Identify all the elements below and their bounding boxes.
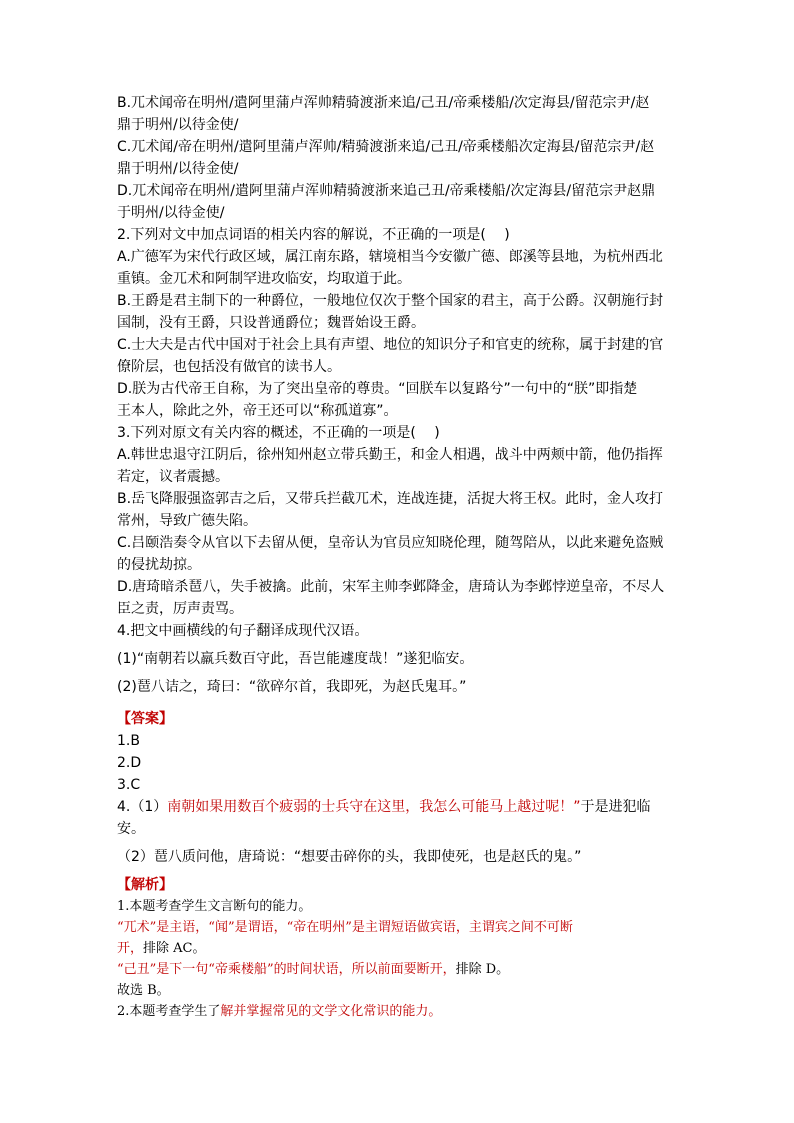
analysis-line: 1.本题考查学生文言断句的能力。 bbox=[117, 899, 312, 914]
analysis-line: 故选 B。 bbox=[117, 983, 170, 998]
question-3 bbox=[117, 422, 677, 620]
answer-section bbox=[117, 708, 677, 868]
question-2 bbox=[117, 224, 677, 422]
analysis-line bbox=[117, 938, 677, 959]
q2-line: D.朕为古代帝王自称，为了突出皇帝的尊贵。“回朕车以复路兮”一句中的“朕”即指楚 bbox=[117, 381, 638, 397]
analysis-heading: 【解析】 bbox=[117, 877, 173, 893]
analysis-red: “己丑”是下一句“帝乘楼船”的时间状语，所以前面要断开， bbox=[117, 962, 456, 977]
q4-sentence-2: (2)琶八诘之，琦曰：“欲碎尔首，我即死，为赵氏鬼耳。” bbox=[117, 679, 467, 695]
answer-heading: 【答案】 bbox=[117, 711, 173, 727]
q3-line: B.岳飞降服强盗郭吉之后，又带兵拦截兀术，连战连捷，活捉大将王权。此时，金人攻打 bbox=[117, 491, 664, 507]
q3-line: D.唐琦暗杀琶八，失手被擒。此前，宋军主帅李邺降金，唐琦认为李邺悖逆皇帝，不尽人 bbox=[117, 579, 665, 595]
analysis-section bbox=[117, 874, 677, 1022]
q3-line: 常州，导致广德失陷。 bbox=[117, 513, 257, 529]
q2-line: A.广德军为宋代行政区域，属江南东路，辖境相当今安徽广德、郎溪等县地，为杭州西北 bbox=[117, 249, 663, 265]
question-stem: 3.下列对原文有关内容的概述，不正确的一项是( ) bbox=[117, 425, 440, 441]
q2-line: 王本人，除此之外，帝王还可以“称孤道寡”。 bbox=[117, 403, 398, 419]
option-line: B.兀术闻帝在明州/遣阿里蒲卢浑帅精骑渡浙来追/己丑/帝乘楼船/次定海县/留范宗尹/赵 bbox=[117, 95, 650, 111]
q3-line: 若定，议者震撼。 bbox=[117, 469, 229, 485]
document-page bbox=[117, 92, 677, 1022]
answer-4-prefix: 4.（1） bbox=[117, 799, 168, 815]
q2-line: 国制，没有王爵，只设普通爵位；魏晋始设王爵。 bbox=[117, 315, 425, 331]
answer-4-2: （2）琶八质问他，唐琦说：“想要击碎你的头，我即使死，也是赵氏的鬼。” bbox=[117, 849, 582, 865]
question-4 bbox=[117, 620, 677, 698]
option-line: D.兀术闻帝在明州/遣阿里蒲卢浑帅精骑渡浙来追己丑/帝乘楼船/次定海县/留范宗尹赵鼎 bbox=[117, 183, 656, 199]
option-line: 鼎于明州/以待金使/ bbox=[117, 161, 239, 177]
q2-line: 僚阶层，也包括没有做官的读书人。 bbox=[117, 359, 341, 375]
answer-4-red: 南朝如果用数百个疲弱的士兵守在这里，我怎么可能马上越过呢！” bbox=[167, 799, 581, 815]
option-line: C.兀术闻/帝在明州/遣阿里蒲卢浑帅/精骑渡浙来追/己丑/帝乘楼船次定海县/留范宗尹/赵 bbox=[117, 139, 655, 155]
analysis-line bbox=[117, 959, 677, 980]
q2-line: C.士大夫是古代中国对于社会上具有声望、地位的知识分子和官吏的统称，属于封建的官 bbox=[117, 337, 664, 353]
q2-line: 重镇。金兀术和阿制罕进攻临安，均取道于此。 bbox=[117, 271, 411, 287]
analysis-black: 2.本题考查学生了 bbox=[117, 1004, 221, 1019]
option-line: 鼎于明州/以待金使/ bbox=[117, 117, 239, 133]
question-stem: 4.把文中画横线的句子翻译成现代汉语。 bbox=[117, 623, 369, 639]
answer-4-tail: 于是进犯临 bbox=[580, 799, 651, 815]
answer-2: 2.D bbox=[117, 755, 142, 771]
q3-line: A.韩世忠退守江阴后，徐州知州赵立带兵勤王，和金人相遇，战斗中两颊中箭，他仍指挥 bbox=[117, 447, 663, 463]
analysis-line: “兀术”是主语，“闻”是谓语，“帝在明州”是主谓短语做宾语，主谓宾之间不可断 bbox=[117, 920, 573, 935]
options-block bbox=[117, 92, 677, 224]
answer-4-1 bbox=[117, 796, 677, 818]
q3-line: C.吕颐浩奏令从官以下去留从便，皇帝认为官员应知晓伦理，随驾陪从，以此来避免盗贼 bbox=[117, 535, 664, 551]
analysis-line bbox=[117, 1001, 677, 1022]
option-line: 于明州/以待金使/ bbox=[117, 205, 225, 221]
answer-3: 3.C bbox=[117, 777, 141, 793]
answer-1: 1.B bbox=[117, 733, 140, 749]
analysis-black: 排除 D。 bbox=[455, 962, 510, 977]
answer-4-1-cont: 安。 bbox=[117, 821, 145, 837]
analysis-red: 开， bbox=[117, 941, 144, 956]
q4-sentence-1: (1)“南朝若以羸兵数百守此，吾岂能遽度哉！”遂犯临安。 bbox=[117, 651, 474, 667]
q2-line: B.王爵是君主制下的一种爵位，一般地位仅次于整个国家的君主，高于公爵。汉朝施行封 bbox=[117, 293, 664, 309]
question-stem: 2.下列对文中加点词语的相关内容的解说，不正确的一项是( ) bbox=[117, 227, 510, 243]
analysis-black: 排除 AC。 bbox=[143, 941, 206, 956]
q3-line: 的侵扰劫掠。 bbox=[117, 557, 201, 573]
analysis-red: 解并掌握常见的文学文化常识的能力。 bbox=[220, 1004, 442, 1019]
q3-line: 臣之责，厉声责骂。 bbox=[117, 601, 243, 617]
